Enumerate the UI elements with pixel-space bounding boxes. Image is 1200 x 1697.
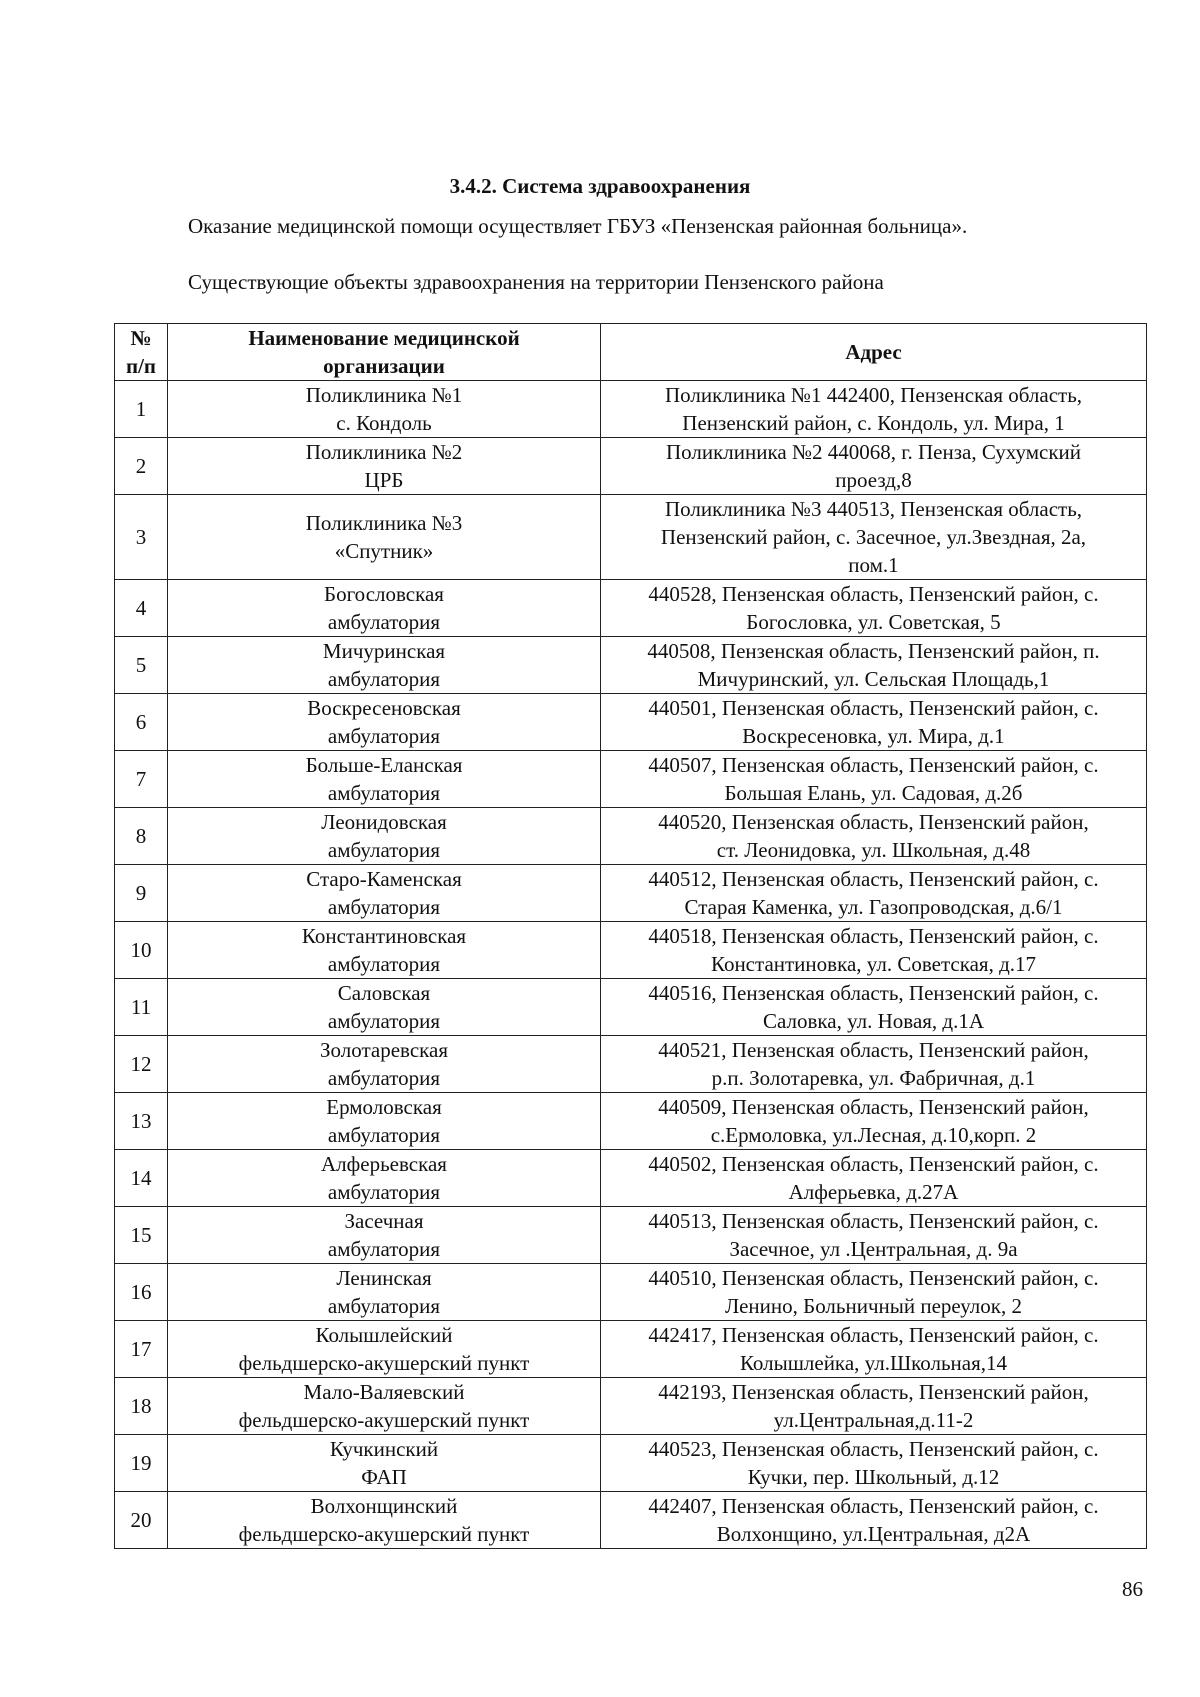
facility-address-line: Ленино, Больничный переулок, 2 — [725, 1294, 1022, 1318]
facility-name-line: амбулатория — [327, 724, 441, 748]
table-caption: Существующие объекты здравоохранения на территории Пензенского района — [188, 270, 884, 294]
table-row — [115, 1264, 1147, 1321]
table-header-row — [115, 324, 1147, 381]
facility-name-line: Саловская — [337, 981, 431, 1005]
facility-name — [168, 637, 601, 694]
facility-address-line: 440508, Пензенская область, Пензенский район, п. — [647, 639, 1100, 663]
table-row — [115, 1093, 1147, 1150]
facility-name-line: амбулатория — [327, 1009, 441, 1033]
facility-name-line: Поликлиника №1 — [305, 383, 463, 407]
facility-name — [168, 1150, 601, 1207]
facility-address-line: Поликлиника №3 440513, Пензенская область, — [664, 497, 1083, 521]
facility-name-line: Золотаревская — [320, 1038, 448, 1062]
row-number: 19 — [115, 1435, 168, 1492]
facility-name-line: с. Кондоль — [336, 411, 432, 435]
facility-name-line: амбулатория — [327, 1294, 441, 1318]
facility-name-line: Поликлиника №3 — [305, 511, 463, 535]
facility-address-line: Богословка, ул. Советская, 5 — [746, 610, 1001, 634]
facility-address — [601, 438, 1147, 495]
facility-name-line: амбулатория — [327, 781, 441, 805]
facility-name — [168, 1435, 601, 1492]
facility-address-line: Саловка, ул. Новая, д.1А — [762, 1009, 985, 1033]
facility-address-line: Пензенский район, с. Кондоль, ул. Мира, 1 — [682, 411, 1065, 435]
facility-address-line: пом.1 — [848, 553, 899, 577]
facility-address-line: 440521, Пензенская область, Пензенский район, — [658, 1038, 1089, 1062]
facility-name — [168, 694, 601, 751]
table-row — [115, 865, 1147, 922]
facility-name-line: амбулатория — [327, 1066, 441, 1090]
facility-name-line: амбулатория — [327, 952, 441, 976]
facility-address-line: 440502, Пензенская область, Пензенский район, с. — [648, 1152, 1099, 1176]
facility-address-line: Кучки, пер. Школьный, д.12 — [747, 1465, 1000, 1489]
facility-name-line: Константиновская — [301, 924, 467, 948]
header-address — [601, 324, 1147, 381]
facility-address — [601, 637, 1147, 694]
row-number: 3 — [115, 495, 168, 580]
facility-address-line: 440513, Пензенская область, Пензенский район, с. — [648, 1209, 1099, 1233]
header-address-line: Адрес — [845, 340, 902, 364]
facility-address-line: Воскресеновка, ул. Мира, д.1 — [742, 724, 1005, 748]
facility-name — [168, 1321, 601, 1378]
facility-address-line: 440523, Пензенская область, Пензенский район, с. — [648, 1437, 1099, 1461]
facility-name-line: Ленинская — [336, 1266, 432, 1290]
row-number: 12 — [115, 1036, 168, 1093]
facility-address-line: р.п. Золотаревка, ул. Фабричная, д.1 — [711, 1066, 1036, 1090]
row-number: 15 — [115, 1207, 168, 1264]
facility-name-line: Поликлиника №2 — [305, 440, 463, 464]
facility-address — [601, 922, 1147, 979]
facility-address-line: Поликлиника №1 442400, Пензенская область, — [664, 383, 1083, 407]
facility-name-line: Больше-Еланская — [305, 753, 463, 777]
row-number: 17 — [115, 1321, 168, 1378]
table-row — [115, 438, 1147, 495]
facility-address-line: 442407, Пензенская область, Пензенский район, с. — [648, 1494, 1099, 1518]
row-number: 2 — [115, 438, 168, 495]
table-row — [115, 922, 1147, 979]
header-name — [168, 324, 601, 381]
table-row — [115, 495, 1147, 580]
facility-name-line: Волхонщинский — [310, 1494, 458, 1518]
facility-address — [601, 1207, 1147, 1264]
facility-name-line: фельдшерско-акушерский пункт — [238, 1351, 530, 1375]
facility-name-line: «Спутник» — [334, 539, 434, 563]
facility-address — [601, 1321, 1147, 1378]
facility-name — [168, 1264, 601, 1321]
facility-address-line: Мичуринский, ул. Сельская Площадь,1 — [697, 667, 1050, 691]
facility-name-line: Воскресеновская — [307, 696, 461, 720]
facility-address — [601, 1435, 1147, 1492]
table-row — [115, 979, 1147, 1036]
facility-address-line: 440520, Пензенская область, Пензенский район, — [658, 810, 1089, 834]
row-number: 9 — [115, 865, 168, 922]
facility-name-line: Кучкинский — [329, 1437, 439, 1461]
facility-name-line: Старо-Каменская — [306, 867, 462, 891]
facility-name-line: амбулатория — [327, 1123, 441, 1147]
facility-address-line: 440510, Пензенская область, Пензенский район, с. — [648, 1266, 1099, 1290]
facility-address — [601, 751, 1147, 808]
row-number: 16 — [115, 1264, 168, 1321]
facility-address — [601, 865, 1147, 922]
facility-address — [601, 1093, 1147, 1150]
facility-address-line: проезд,8 — [835, 468, 912, 492]
facility-address-line: Старая Каменка, ул. Газопроводская, д.6/1 — [684, 895, 1063, 919]
facility-name — [168, 865, 601, 922]
intro-paragraph: Оказание медицинской помощи осуществляет ГБУЗ «Пензенская районная больница». — [188, 214, 968, 238]
row-number: 14 — [115, 1150, 168, 1207]
table-row — [115, 694, 1147, 751]
header-num — [115, 324, 168, 381]
facility-address-line: 440518, Пензенская область, Пензенский район, с. — [648, 924, 1099, 948]
table-row — [115, 1150, 1147, 1207]
facility-address — [601, 1150, 1147, 1207]
facility-address — [601, 1264, 1147, 1321]
table-row — [115, 1036, 1147, 1093]
row-number: 11 — [115, 979, 168, 1036]
facility-address-line: Колышлейка, ул.Школьная,14 — [739, 1351, 1008, 1375]
facility-address — [601, 808, 1147, 865]
table-row — [115, 751, 1147, 808]
facility-name-line: ЦРБ — [364, 468, 404, 492]
facility-name-line: Мичуринская — [322, 639, 446, 663]
table-row — [115, 637, 1147, 694]
table-row — [115, 1435, 1147, 1492]
row-number: 7 — [115, 751, 168, 808]
facility-name-line: Мало-Валяевский — [303, 1380, 465, 1404]
row-number: 18 — [115, 1378, 168, 1435]
facility-name — [168, 979, 601, 1036]
table-row — [115, 1378, 1147, 1435]
facility-address-line: с.Ермоловка, ул.Лесная, д.10,корп. 2 — [710, 1123, 1037, 1147]
facility-name — [168, 1093, 601, 1150]
table-row — [115, 1492, 1147, 1549]
facility-name-line: Засечная — [344, 1209, 424, 1233]
facility-name — [168, 495, 601, 580]
page-number: 86 — [1122, 1577, 1143, 1601]
facility-name — [168, 1207, 601, 1264]
facility-address — [601, 381, 1147, 438]
facility-address — [601, 495, 1147, 580]
facility-name — [168, 1378, 601, 1435]
header-name-line: организации — [323, 354, 445, 378]
row-number: 6 — [115, 694, 168, 751]
row-number: 10 — [115, 922, 168, 979]
facility-address-line: 442193, Пензенская область, Пензенский район, — [658, 1380, 1089, 1404]
facility-name-line: амбулатория — [327, 1180, 441, 1204]
facility-address-line: Большая Елань, ул. Садовая, д.2б — [724, 781, 1023, 805]
facility-address — [601, 1492, 1147, 1549]
facility-name — [168, 580, 601, 637]
row-number: 4 — [115, 580, 168, 637]
table-row — [115, 808, 1147, 865]
facility-name-line: амбулатория — [327, 895, 441, 919]
header-name-line: Наименование медицинской — [248, 326, 520, 350]
facility-name-line: Алферьевская — [321, 1152, 447, 1176]
facility-name — [168, 1036, 601, 1093]
facility-address — [601, 694, 1147, 751]
row-number: 20 — [115, 1492, 168, 1549]
facility-address-line: 440509, Пензенская область, Пензенский район, — [658, 1095, 1089, 1119]
facility-address-line: 440501, Пензенская область, Пензенский район, с. — [648, 696, 1099, 720]
facility-name-line: амбулатория — [327, 610, 441, 634]
facility-name-line: Леонидовская — [321, 810, 447, 834]
row-number: 13 — [115, 1093, 168, 1150]
facility-name — [168, 751, 601, 808]
facility-address-line: 440528, Пензенская область, Пензенский район, с. — [648, 582, 1099, 606]
facility-address — [601, 1378, 1147, 1435]
facility-name-line: амбулатория — [327, 667, 441, 691]
facility-address-line: Засечное, ул .Центральная, д. 9а — [729, 1237, 1018, 1261]
table-row — [115, 1321, 1147, 1378]
facility-address — [601, 979, 1147, 1036]
facility-name — [168, 808, 601, 865]
facility-name-line: фельдшерско-акушерский пункт — [238, 1408, 530, 1432]
header-num-line: № — [130, 326, 152, 350]
facility-address-line: ст. Леонидовка, ул. Школьная, д.48 — [716, 838, 1031, 862]
facility-name-line: Ермоловская — [326, 1095, 442, 1119]
facility-name-line: амбулатория — [327, 1237, 441, 1261]
table-body — [115, 381, 1147, 1549]
facility-address — [601, 1036, 1147, 1093]
facility-address-line: 440507, Пензенская область, Пензенский район, с. — [648, 753, 1099, 777]
section-heading: 3.4.2. Система здравоохранения — [449, 174, 751, 198]
facility-name-line: Колышлейский — [315, 1323, 453, 1347]
facility-address-line: ул.Центральная,д.11-2 — [773, 1408, 974, 1432]
row-number: 5 — [115, 637, 168, 694]
facility-name-line: Богословская — [324, 582, 444, 606]
facility-name-line: амбулатория — [327, 838, 441, 862]
facility-address-line: Константиновка, ул. Советская, д.17 — [710, 952, 1037, 976]
facility-address-line: 442417, Пензенская область, Пензенский район, с. — [648, 1323, 1099, 1347]
facility-address-line: Пензенский район, с. Засечное, ул.Звездная, 2а, — [660, 525, 1087, 549]
healthcare-facilities-table — [114, 323, 1147, 1549]
facility-name — [168, 922, 601, 979]
facility-address-line: Алферьевка, д.27А — [788, 1180, 959, 1204]
facility-address-line: 440516, Пензенская область, Пензенский район, с. — [648, 981, 1099, 1005]
header-num-line: п/п — [125, 354, 157, 378]
facility-name — [168, 438, 601, 495]
facility-name-line: ФАП — [361, 1465, 407, 1489]
facility-name — [168, 381, 601, 438]
facility-address — [601, 580, 1147, 637]
facility-address-line: Волхонщино, ул.Центральная, д2А — [716, 1522, 1031, 1546]
table-row — [115, 580, 1147, 637]
table-row — [115, 381, 1147, 438]
facility-name — [168, 1492, 601, 1549]
facility-address-line: Поликлиника №2 440068, г. Пенза, Сухумский — [665, 440, 1082, 464]
facility-address-line: 440512, Пензенская область, Пензенский район, с. — [648, 867, 1099, 891]
row-number: 8 — [115, 808, 168, 865]
facility-name-line: фельдшерско-акушерский пункт — [238, 1522, 530, 1546]
table-row — [115, 1207, 1147, 1264]
row-number: 1 — [115, 381, 168, 438]
